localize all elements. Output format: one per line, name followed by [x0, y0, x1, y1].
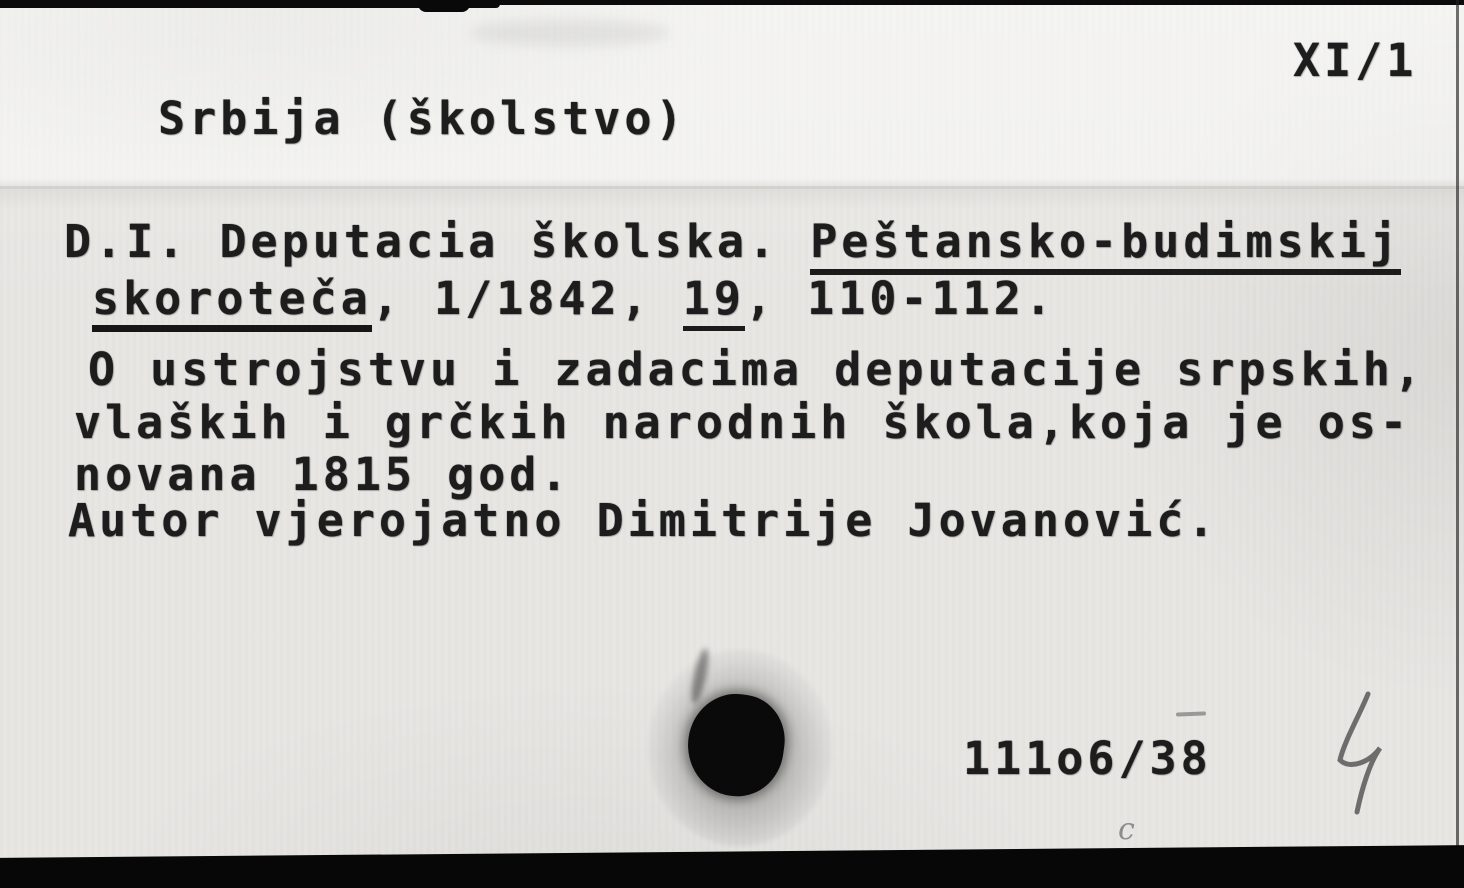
journal-title-part2: skoroteča — [92, 276, 372, 332]
stray-pencil-mark: c — [1118, 812, 1135, 847]
annotation-line-2: vlaških i grčkih narodnih škola,koja je os- — [74, 396, 1411, 449]
entry-line-1 — [64, 215, 1401, 275]
scan-edge-right — [1456, 0, 1459, 866]
journal-title-part1: Peštansko-budimskij — [810, 219, 1401, 275]
entry-issue-number: 19 — [683, 276, 745, 331]
scan-edge-blob — [418, 0, 470, 12]
classification-mark: XI/1 — [1293, 34, 1418, 87]
annotation-line-4: Autor vjerojatno Dimitrije Jovanović. — [68, 494, 1219, 547]
shelf-number: 111o6/38 — [963, 732, 1212, 785]
pencil-dash — [1176, 711, 1206, 716]
entry-volume-year: , 1/1842, — [371, 272, 683, 325]
entry-author-title: D.I. Deputacia školska. — [64, 215, 811, 268]
erased-smudge — [470, 20, 670, 46]
subject-heading: Srbija (školstvo) — [158, 92, 687, 145]
annotation-line-1: O ustrojstvu i zadacima deputacije srpskih, — [88, 343, 1425, 396]
handwritten-number-icon — [1318, 688, 1408, 818]
annotation-line-3: novana 1815 god. — [74, 448, 572, 501]
entry-pages: , 110-112. — [744, 272, 1056, 325]
entry-line-2 — [92, 272, 1056, 332]
scan-edge-bottom — [0, 845, 1464, 888]
paper-seam — [0, 186, 1464, 189]
